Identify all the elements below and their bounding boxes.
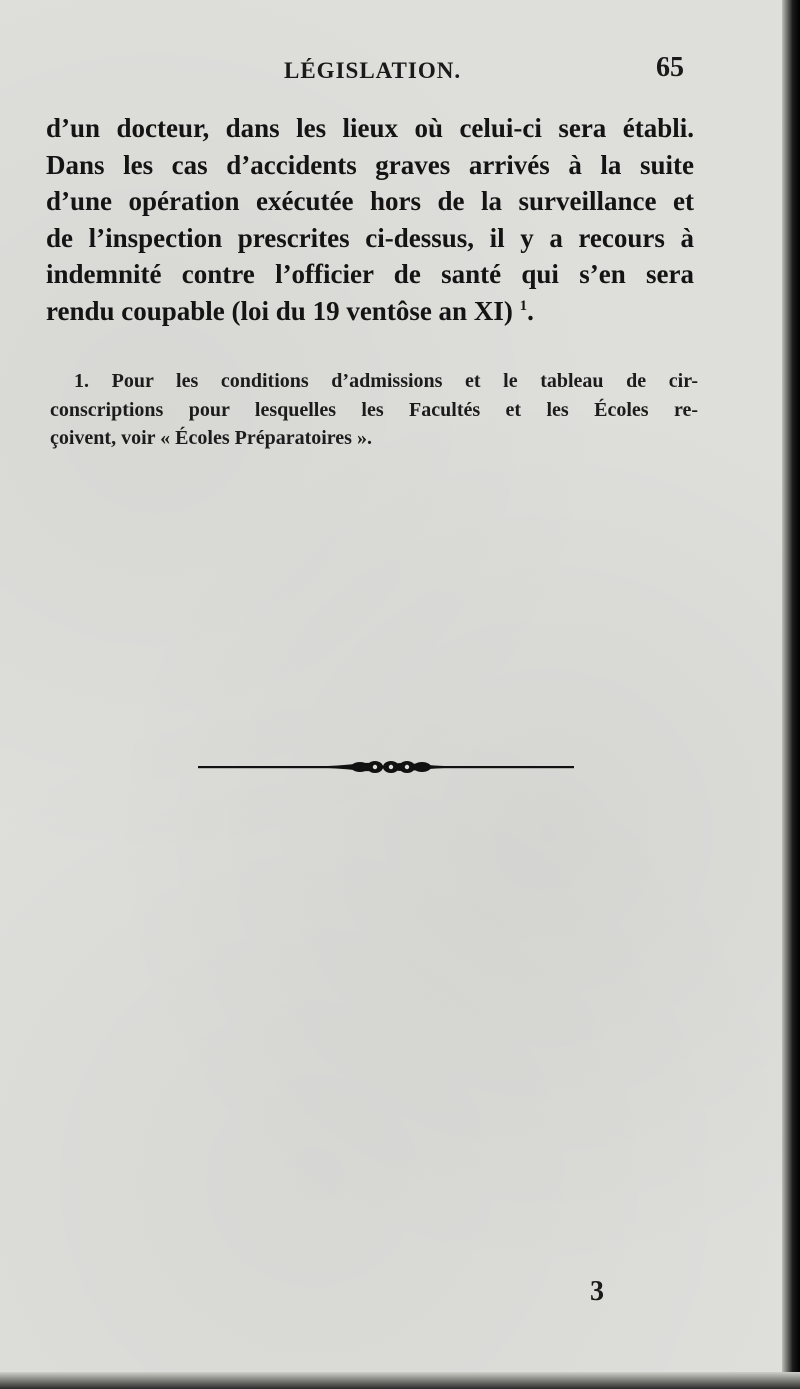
page-edge-bottom [0,1372,800,1389]
body-line: indemnité contre l’officier de santé qui s’en sera [46,259,694,289]
body-line-text: rendu coupable (loi du 19 ventôse an XI) [46,295,513,326]
ornamental-rule [198,754,574,780]
body-line: Dans les cas d’accidents graves arrivés à la suite [46,149,694,180]
body-last-line [46,293,694,330]
signature-mark: 3 [590,1276,604,1307]
body-line: de l’inspection prescrites ci-dessus, il y a recours à [46,222,694,253]
footnote-line: 1. Pour les conditions d’admissions et le tableau de cir- [74,370,698,392]
final-period: . [527,295,534,326]
page-number: 65 [656,52,684,83]
running-head: LÉGISLATION. [284,58,462,83]
page-edge-shadow [782,0,800,1389]
footnote-line: çoivent, voir « Écoles Préparatoires ». [50,427,372,449]
footnote-line: conscriptions pour lesquelles les Facultés et les Écoles re- [50,398,698,421]
body-paragraph [46,110,694,329]
footnote [50,367,698,453]
body-line: d’un docteur, dans les lieux où celui-ci sera établi. [46,113,694,143]
footnote-reference: 1 [519,297,528,314]
body-line: d’une opération exécutée hors de la surveillance et [46,186,694,216]
page-header [0,52,782,92]
